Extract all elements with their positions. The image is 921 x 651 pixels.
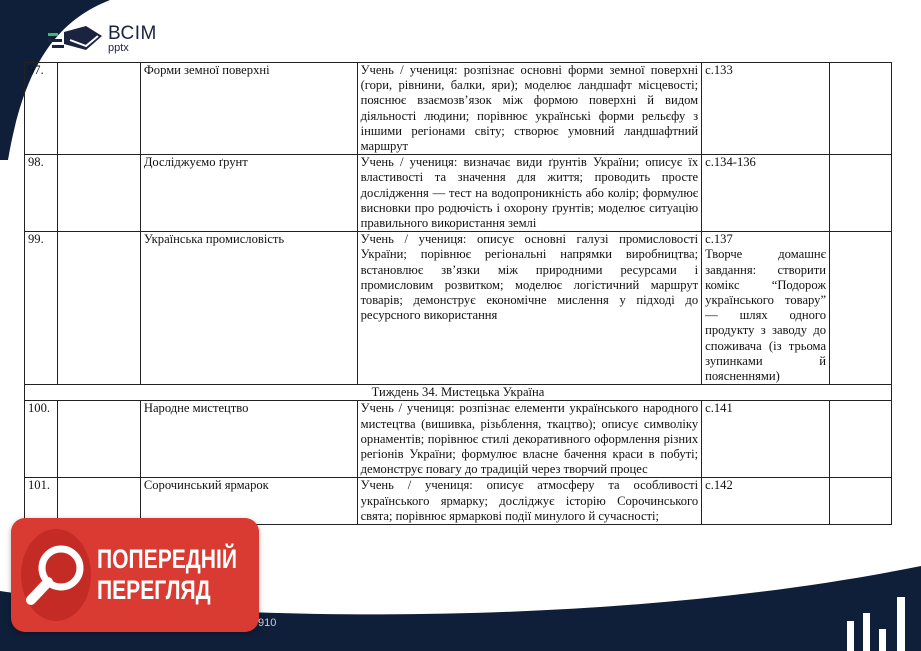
- logo-subtitle: pptx: [108, 42, 129, 54]
- lesson-date: [57, 401, 140, 478]
- logo-icon: [48, 24, 104, 54]
- table-row: [25, 232, 892, 385]
- footer-number: 910: [258, 617, 277, 629]
- magnifier-icon: [21, 529, 91, 621]
- lesson-number: 100.: [25, 401, 58, 478]
- lesson-number: 98.: [25, 155, 58, 232]
- pages-text: с.137: [705, 232, 733, 247]
- lesson-number: 97.: [25, 63, 58, 155]
- lesson-date: [57, 155, 140, 232]
- table-row: [25, 63, 892, 155]
- lesson-topic: Форми земної поверхні: [140, 63, 357, 155]
- badge-line1: ПОПЕРЕДНІЙ: [97, 544, 237, 574]
- learning-outcomes: Учень / учениця: визначає види ґрунтів України; описує їх властивості та значення для життя; проводить просте дослідження — тест на водопроникність або колір; формулює висновки про родючість і охорону ґрунтів; моделює ситуацію правильного використання землі: [357, 155, 702, 232]
- notes: [830, 155, 892, 232]
- learning-outcomes: Учень / учениця: розпізнає основні форми земної поверхні (гори, рівнини, балки, яри); моделює ландшафт місцевості; пояснює взаємозв’язок між формою поверхні й видом діяльності людини; порівнює українські форми рельєфу з іншими регіонами світу; створює умовний ландшафтний маршрут: [357, 63, 702, 155]
- pages-text: с.134-136: [705, 155, 756, 170]
- lesson-topic: Українська промисловість: [140, 232, 357, 385]
- lesson-topic: Народне мистецтво: [140, 401, 357, 478]
- logo-title: ВСІМ: [108, 23, 157, 44]
- textbook-pages: [702, 401, 830, 478]
- learning-outcomes: Учень / учениця: описує основні галузі промисловості України; порівнює регіональні напрямки виробництва; встановлює зв’язки між природними ресурсами і промисловим розвитком; моделює логістичний маршрут товарів; демонструє економічне мислення у підході до ресурсного використання: [357, 232, 702, 385]
- lesson-date: [57, 63, 140, 155]
- notes: [830, 63, 892, 155]
- pages-text: с.142: [705, 478, 733, 493]
- preview-badge[interactable]: [11, 518, 259, 632]
- notes: [830, 232, 892, 385]
- pages-text: с.141: [705, 401, 733, 416]
- homework-text: Творче домашнє завдання: створити комікс “Подорож українського товару” — шлях одного продукту з заводу до споживача (із трьома зупинками й поясненнями): [705, 247, 827, 384]
- lesson-topic: Досліджуємо ґрунт: [140, 155, 357, 232]
- learning-outcomes: Учень / учениця: описує атмосферу та особливості українського ярмарку; досліджує історію Сорочинського свята; порівнює ярмаркові події минулого й сучасності;: [357, 478, 702, 525]
- lesson-number: 101.: [25, 478, 58, 525]
- textbook-pages: [702, 63, 830, 155]
- bars-decoration: [845, 591, 915, 651]
- textbook-pages: [702, 478, 830, 525]
- badge-line2: ПЕРЕГЛЯД: [97, 575, 211, 605]
- lesson-topic: Сорочинський ярмарок: [140, 478, 357, 525]
- lesson-date: [57, 232, 140, 385]
- textbook-pages: [702, 155, 830, 232]
- table-row: [25, 401, 892, 478]
- pages-text: с.133: [705, 63, 733, 77]
- textbook-pages: [702, 232, 830, 385]
- table-row: [25, 155, 892, 232]
- lesson-plan-table: [24, 62, 892, 525]
- notes: [830, 478, 892, 525]
- week-title: Тиждень 34. Мистецька Україна: [25, 385, 892, 401]
- logo: [48, 24, 157, 54]
- week-header-row: [25, 385, 892, 401]
- notes: [830, 401, 892, 478]
- learning-outcomes: Учень / учениця: розпізнає елементи українського народного мистецтва (вишивка, різьблення, ткацтво); описує символіку орнаментів; порівнює стилі декоративного оформлення різних регіонів України; формулює власне бачення краси в побуті; демонструє повагу до традицій через творчий процес: [357, 401, 702, 478]
- lesson-number: 99.: [25, 232, 58, 385]
